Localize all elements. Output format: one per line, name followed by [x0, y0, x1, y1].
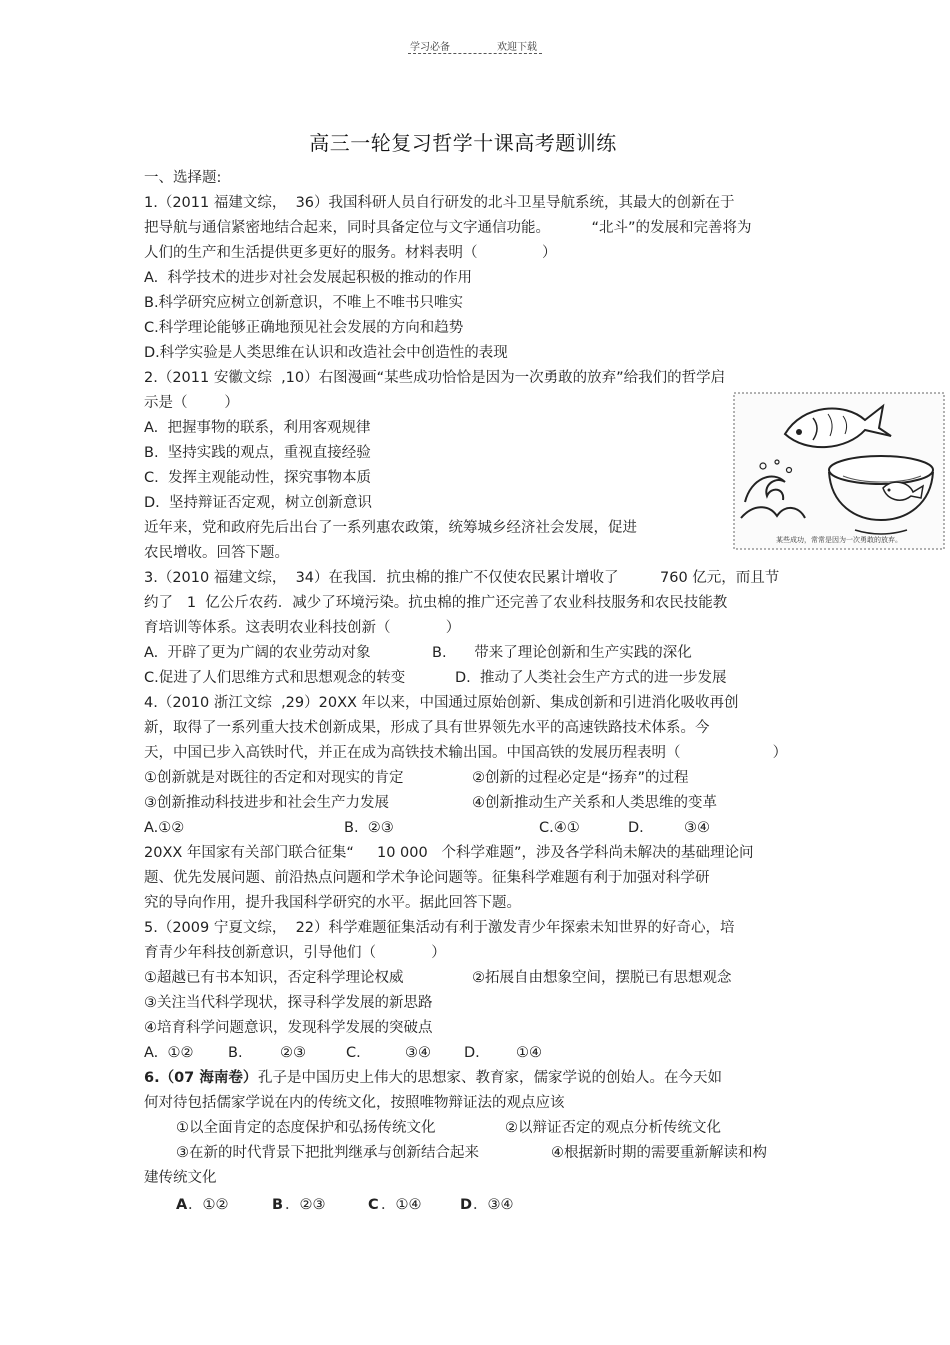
q2-option-d: D. 坚持辩证否定观，树立创新意识 — [144, 495, 372, 511]
q2-line-1: 2.（2011 安徽文综 ,10）右图漫画“某些成功恰恰是因为一次勇敢的放弃”给我们的哲学启 — [144, 370, 726, 386]
q1-option-a: A. 科学技术的进步对社会发展起积极的推动的作用 — [144, 270, 472, 286]
q3-option-c: C.促进了人们思维方式和思想观念的转变 — [144, 670, 406, 686]
q6-choice-a-label: A — [176, 1197, 188, 1213]
q5-item-2: ②拓展自由想象空间，摆脱已有思想观念 — [472, 970, 732, 986]
q3-option-a: A. 开辟了更为广阔的农业劳动对象 — [144, 645, 371, 661]
q6-choice-a-value: ．①② — [188, 1197, 229, 1213]
q4-line-2: 新，取得了一系列重大技术创新成果，形成了具有世界领先水平的高速铁路技术体系。今 — [144, 720, 710, 736]
q3-line-2: 约了 1 亿公斤农药．减少了环境污染。抗虫棉的推广还完善了农业科技服务和农民技能教 — [144, 595, 728, 611]
q5-choice-c-value: ③④ — [405, 1045, 431, 1061]
q1-line-1: 1.（2011 福建文综， 36）我国科研人员自行研发的北斗卫星导航系统，其最大的创新在于 — [144, 195, 735, 211]
intro5-line-1: 20XX 年国家有关部门联合征集“ 10 000 个科学难题”，涉及各学科尚未解决的基础理论问 — [144, 845, 754, 861]
q5-item-4: ④培育科学问题意识，发现科学发展的突破点 — [144, 1020, 433, 1036]
q6-item-2: ②以辩证否定的观点分析传统文化 — [505, 1120, 721, 1136]
q2-option-b: B. 坚持实践的观点，重视直接经验 — [144, 445, 371, 461]
q5-item-1: ①超越已有书本知识，否定科学理论权威 — [144, 970, 404, 986]
intro5-line-2: 题、优先发展问题、前沿热点问题和学术争论问题等。征集科学难题有利于加强对科学研 — [144, 870, 710, 886]
q6-line-2: 何对待包括儒家学说在内的传统文化，按照唯物辩证法的观点应该 — [144, 1095, 565, 1111]
q5-line-2: 育青少年科技创新意识，引导他们（ ） — [144, 945, 446, 961]
q6-item-4: ④根据新时期的需要重新解读和构 — [551, 1145, 767, 1161]
q1-option-d: D.科学实验是人类思维在认识和改造社会中创造性的表现 — [144, 345, 508, 361]
q6-choice-b-value: ．②③ — [285, 1197, 326, 1213]
q1-option-c: C.科学理论能够正确地预见社会发展的方向和趋势 — [144, 320, 464, 336]
cartoon-caption: 某些成功，常常是因为一次勇敢的放弃。 — [776, 536, 902, 544]
q6-choice-b-label: B — [272, 1197, 284, 1213]
q5-choice-b-value: ②③ — [280, 1045, 306, 1061]
q2-option-a: A. 把握事物的联系，利用客观规律 — [144, 420, 371, 436]
q2-line-2: 示是（ ） — [144, 395, 239, 411]
q4-line-3: 天，中国已步入高铁时代，并正在成为高铁技术输出国。中国高铁的发展历程表明（ ） — [144, 745, 788, 761]
q6-choice-c-value: ．①④ — [381, 1197, 422, 1213]
q5-choice-a: A. ①② — [144, 1045, 194, 1061]
q3-option-b: B. 带来了理论创新和生产实践的深化 — [432, 645, 692, 661]
q4-choice-c: C.④① — [539, 820, 580, 836]
q4-choice-b: B. ②③ — [344, 820, 394, 836]
q5-choice-d-value: ①④ — [516, 1045, 542, 1061]
q6-choice-d-label: D — [460, 1197, 473, 1213]
q4-line-1: 4.（2010 浙江文综 ,29）20XX 年以来，中国通过原始创新、集成创新和引进消化吸收再创 — [144, 695, 739, 711]
q3-option-d: D. 推动了人类社会生产方式的进一步发展 — [455, 670, 727, 686]
q4-choice-d-value: ③④ — [684, 820, 710, 836]
q6-item-1: ①以全面肯定的态度保护和弘扬传统文化 — [176, 1120, 436, 1136]
q1-line-3: 人们的生产和生活提供更多更好的服务。材料表明（ ） — [144, 245, 557, 261]
q6-choice-d-value: ．③④ — [473, 1197, 514, 1213]
section-heading: 一、选择题: — [144, 170, 222, 186]
fish-cartoon-illustration — [733, 392, 945, 550]
q4-item-1: ①创新就是对既往的否定和对现实的肯定 — [144, 770, 404, 786]
q4-item-4: ④创新推动生产关系和人类思维的变革 — [472, 795, 717, 811]
header-right: 欢迎下载 — [497, 42, 537, 53]
q1-option-b: B.科学研究应树立创新意识，不唯上不唯书只唯实 — [144, 295, 464, 311]
q6-label: 6.（07 海南卷） — [144, 1070, 258, 1086]
header-left: 学习必备 — [410, 42, 450, 53]
intro3-line-2: 农民增收。回答下题。 — [144, 545, 289, 561]
q2-option-c: C. 发挥主观能动性，探究事物本质 — [144, 470, 371, 486]
q4-item-3: ③创新推动科技进步和社会生产力发展 — [144, 795, 389, 811]
q1-line-2: 把导航与通信紧密地结合起来，同时具备定位与文字通信功能。 “北斗”的发展和完善将为 — [144, 220, 752, 236]
q5-choice-d-label: D. — [464, 1045, 480, 1061]
q6-item-3: ③在新的时代背景下把批判继承与创新结合起来 — [176, 1145, 479, 1161]
q5-choice-b-label: B. — [228, 1045, 243, 1061]
q4-item-2: ②创新的过程必定是“扬弃”的过程 — [472, 770, 689, 786]
header-divider — [408, 53, 542, 54]
q6-choice-c-label: C — [368, 1197, 379, 1213]
q5-choice-c-label: C. — [346, 1045, 361, 1061]
q6-item-4-continued: 建传统文化 — [144, 1170, 217, 1186]
q6-line-1: 孔子是中国历史上伟大的思想家、教育家，儒家学说的创始人。在今天如 — [258, 1070, 722, 1086]
q5-item-3: ③关注当代科学现状，探寻科学发展的新思路 — [144, 995, 433, 1011]
q4-choice-d-label: D. — [628, 820, 644, 836]
q3-line-3: 育培训等体系。这表明农业科技创新（ ） — [144, 620, 461, 636]
q5-line-1: 5.（2009 宁夏文综， 22）科学难题征集活动有利于激发青少年探索未知世界的好奇心，培 — [144, 920, 735, 936]
page-title: 高三一轮复习哲学十课高考题训练 — [309, 131, 617, 155]
q4-choice-a: A.①② — [144, 820, 185, 836]
q3-line-1: 3.（2010 福建文综， 34）在我国．抗虫棉的推广不仅使农民累计增收了 760 亿元，而且节 — [144, 570, 780, 586]
intro3-line-1: 近年来，党和政府先后出台了一系列惠农政策，统筹城乡经济社会发展，促进 — [144, 520, 637, 536]
intro5-line-3: 究的导向作用，提升我国科学研究的水平。据此回答下题。 — [144, 895, 521, 911]
